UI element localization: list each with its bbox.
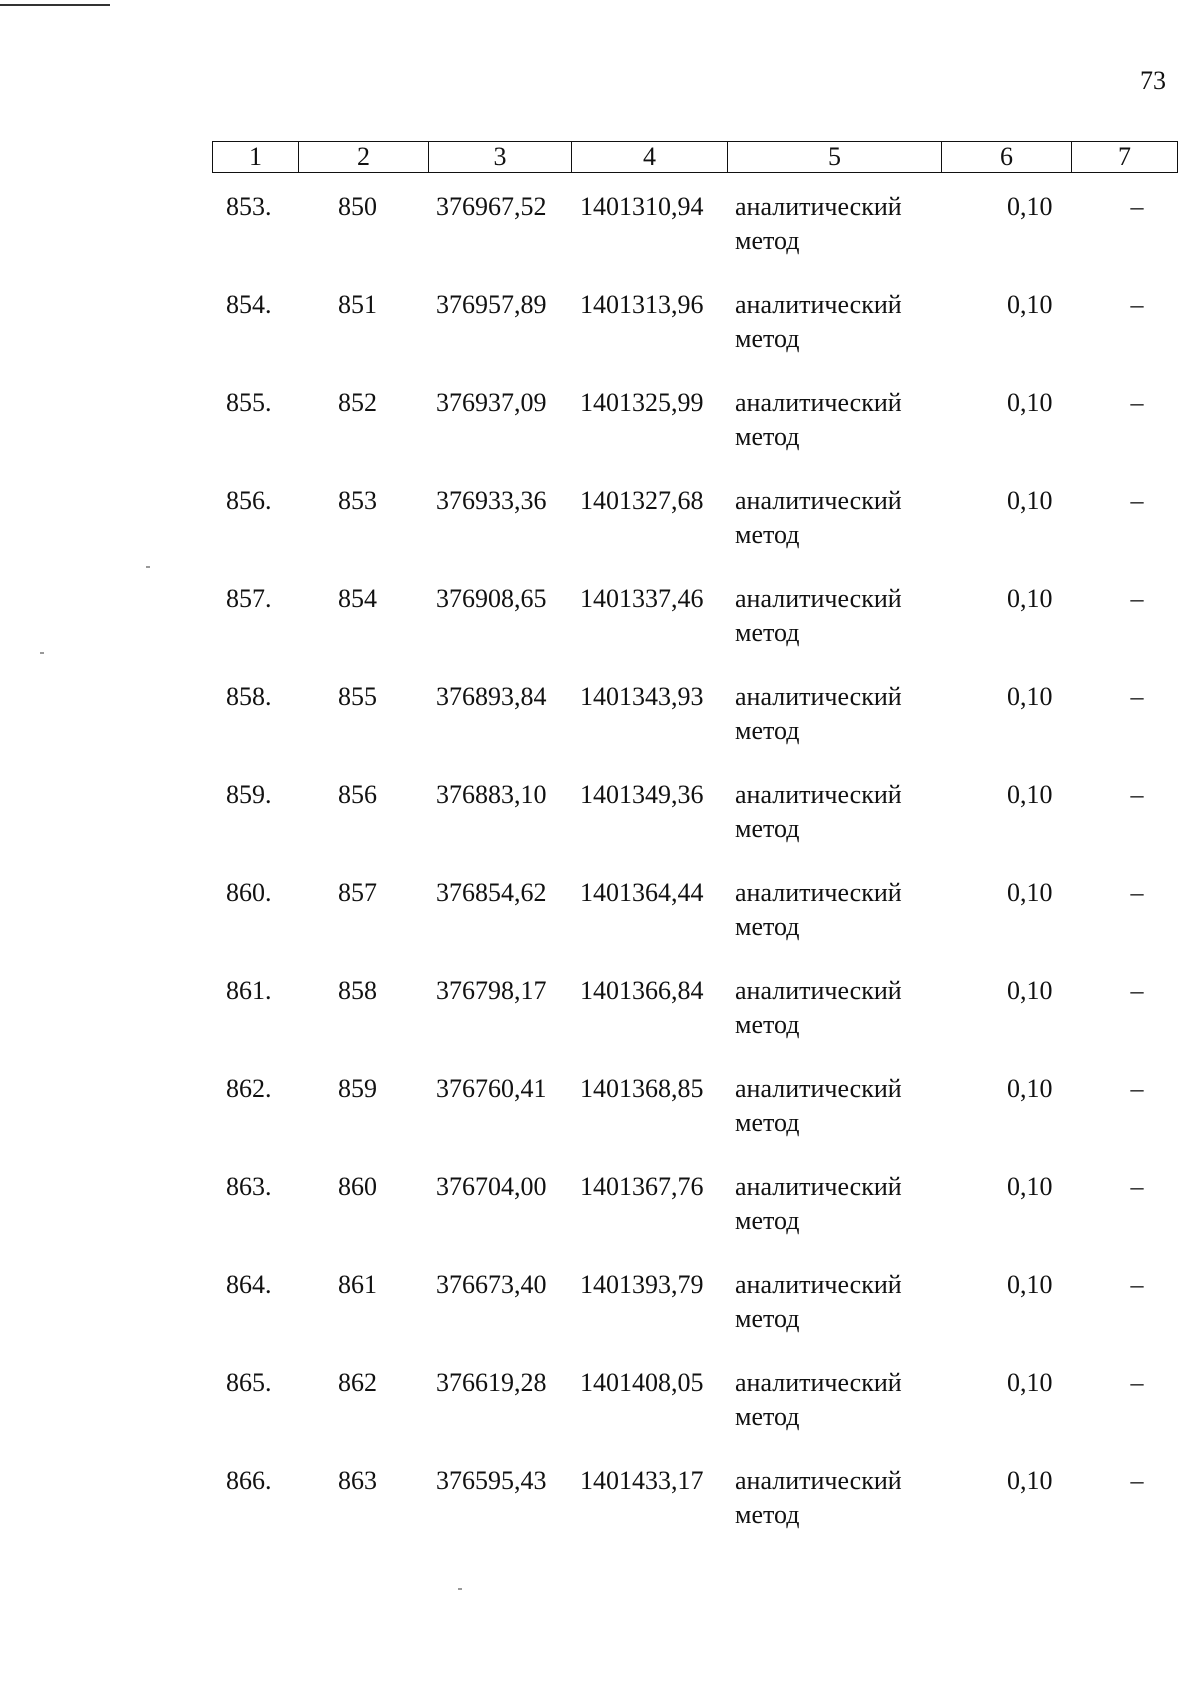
- row-number: 853.: [226, 192, 272, 221]
- method-line-1: аналитический: [735, 1466, 902, 1495]
- x-coordinate: 376595,43: [436, 1466, 547, 1495]
- table-row: [212, 680, 1177, 778]
- point-number: 850: [338, 192, 377, 221]
- note-dash: –: [1130, 1368, 1144, 1397]
- method-cell: [735, 1170, 902, 1238]
- method-line-1: аналитический: [735, 192, 902, 221]
- header-cell: 2: [299, 142, 429, 173]
- method-line-1: аналитический: [735, 878, 902, 907]
- note-dash: –: [1130, 1466, 1144, 1495]
- table-row: [212, 1464, 1177, 1562]
- header-cell: 1: [213, 142, 299, 173]
- method-line-2: метод: [735, 1304, 800, 1333]
- row-number: 866.: [226, 1466, 272, 1495]
- header-cell: 7: [1072, 142, 1178, 173]
- note-dash: –: [1130, 878, 1144, 907]
- note-dash: –: [1130, 584, 1144, 613]
- table-row: [212, 1268, 1177, 1366]
- table-row: [212, 1072, 1177, 1170]
- table-row: [212, 190, 1177, 288]
- point-number: 851: [338, 290, 377, 319]
- accuracy-value: 0,10: [1007, 878, 1053, 907]
- accuracy-value: 0,10: [1007, 1074, 1053, 1103]
- page-number: 73: [1140, 66, 1166, 95]
- row-number: 854.: [226, 290, 272, 319]
- y-coordinate: 1401327,68: [580, 486, 704, 515]
- header-cell: 3: [429, 142, 572, 173]
- method-line-2: метод: [735, 324, 800, 353]
- table-row: [212, 876, 1177, 974]
- method-line-2: метод: [735, 422, 800, 451]
- x-coordinate: 376854,62: [436, 878, 547, 907]
- header-row: [213, 142, 1178, 173]
- point-number: 855: [338, 682, 377, 711]
- x-coordinate: 376893,84: [436, 682, 547, 711]
- method-line-1: аналитический: [735, 1172, 902, 1201]
- method-cell: [735, 1072, 902, 1140]
- point-number: 857: [338, 878, 377, 907]
- method-line-1: аналитический: [735, 290, 902, 319]
- point-number: 852: [338, 388, 377, 417]
- y-coordinate: 1401366,84: [580, 976, 704, 1005]
- coordinate-table-body: [212, 190, 1177, 1562]
- accuracy-value: 0,10: [1007, 290, 1053, 319]
- point-number: 860: [338, 1172, 377, 1201]
- method-line-2: метод: [735, 1402, 800, 1431]
- method-line-1: аналитический: [735, 682, 902, 711]
- note-dash: –: [1130, 1074, 1144, 1103]
- accuracy-value: 0,10: [1007, 192, 1053, 221]
- y-coordinate: 1401433,17: [580, 1466, 704, 1495]
- x-coordinate: 376933,36: [436, 486, 547, 515]
- note-dash: –: [1130, 486, 1144, 515]
- table-row: [212, 1366, 1177, 1464]
- point-number: 854: [338, 584, 377, 613]
- y-coordinate: 1401313,96: [580, 290, 704, 319]
- table-row: [212, 1170, 1177, 1268]
- y-coordinate: 1401368,85: [580, 1074, 704, 1103]
- y-coordinate: 1401393,79: [580, 1270, 704, 1299]
- accuracy-value: 0,10: [1007, 1270, 1053, 1299]
- row-number: 862.: [226, 1074, 272, 1103]
- x-coordinate: 376760,41: [436, 1074, 547, 1103]
- x-coordinate: 376619,28: [436, 1368, 547, 1397]
- table-row: [212, 288, 1177, 386]
- x-coordinate: 376937,09: [436, 388, 547, 417]
- note-dash: –: [1130, 1172, 1144, 1201]
- point-number: 858: [338, 976, 377, 1005]
- method-line-1: аналитический: [735, 1368, 902, 1397]
- accuracy-value: 0,10: [1007, 584, 1053, 613]
- scan-speck: [40, 652, 44, 654]
- accuracy-value: 0,10: [1007, 486, 1053, 515]
- row-number: 865.: [226, 1368, 272, 1397]
- x-coordinate: 376798,17: [436, 976, 547, 1005]
- method-line-2: метод: [735, 520, 800, 549]
- method-cell: [735, 190, 902, 258]
- row-number: 855.: [226, 388, 272, 417]
- scan-speck: [458, 1588, 462, 1590]
- method-line-1: аналитический: [735, 1074, 902, 1103]
- row-number: 857.: [226, 584, 272, 613]
- method-line-2: метод: [735, 912, 800, 941]
- point-number: 863: [338, 1466, 377, 1495]
- note-dash: –: [1130, 1270, 1144, 1299]
- y-coordinate: 1401325,99: [580, 388, 704, 417]
- point-number: 861: [338, 1270, 377, 1299]
- method-cell: [735, 582, 902, 650]
- method-line-2: метод: [735, 1108, 800, 1137]
- y-coordinate: 1401337,46: [580, 584, 704, 613]
- row-number: 859.: [226, 780, 272, 809]
- method-cell: [735, 680, 902, 748]
- method-line-2: метод: [735, 618, 800, 647]
- header-cell: 6: [942, 142, 1072, 173]
- method-cell: [735, 876, 902, 944]
- method-line-1: аналитический: [735, 976, 902, 1005]
- row-number: 861.: [226, 976, 272, 1005]
- row-number: 858.: [226, 682, 272, 711]
- accuracy-value: 0,10: [1007, 388, 1053, 417]
- column-number-header: [212, 141, 1178, 173]
- method-cell: [735, 386, 902, 454]
- y-coordinate: 1401310,94: [580, 192, 704, 221]
- table-row: [212, 974, 1177, 1072]
- note-dash: –: [1130, 682, 1144, 711]
- accuracy-value: 0,10: [1007, 682, 1053, 711]
- note-dash: –: [1130, 976, 1144, 1005]
- method-cell: [735, 288, 902, 356]
- method-cell: [735, 1366, 902, 1434]
- method-cell: [735, 974, 902, 1042]
- point-number: 856: [338, 780, 377, 809]
- method-line-2: метод: [735, 814, 800, 843]
- table-row: [212, 778, 1177, 876]
- x-coordinate: 376673,40: [436, 1270, 547, 1299]
- method-line-2: метод: [735, 226, 800, 255]
- y-coordinate: 1401343,93: [580, 682, 704, 711]
- point-number: 859: [338, 1074, 377, 1103]
- y-coordinate: 1401367,76: [580, 1172, 704, 1201]
- accuracy-value: 0,10: [1007, 780, 1053, 809]
- x-coordinate: 376967,52: [436, 192, 547, 221]
- table-row: [212, 582, 1177, 680]
- accuracy-value: 0,10: [1007, 1172, 1053, 1201]
- method-line-2: метод: [735, 1206, 800, 1235]
- point-number: 862: [338, 1368, 377, 1397]
- point-number: 853: [338, 486, 377, 515]
- method-cell: [735, 778, 902, 846]
- method-cell: [735, 1268, 902, 1336]
- table-row: [212, 484, 1177, 582]
- y-coordinate: 1401408,05: [580, 1368, 704, 1397]
- y-coordinate: 1401349,36: [580, 780, 704, 809]
- note-dash: –: [1130, 290, 1144, 319]
- note-dash: –: [1130, 388, 1144, 417]
- row-number: 856.: [226, 486, 272, 515]
- note-dash: –: [1130, 192, 1144, 221]
- header-cell: 5: [728, 142, 942, 173]
- accuracy-value: 0,10: [1007, 976, 1053, 1005]
- note-dash: –: [1130, 780, 1144, 809]
- row-number: 863.: [226, 1172, 272, 1201]
- row-number: 864.: [226, 1270, 272, 1299]
- accuracy-value: 0,10: [1007, 1466, 1053, 1495]
- method-line-1: аналитический: [735, 486, 902, 515]
- method-line-2: метод: [735, 716, 800, 745]
- x-coordinate: 376704,00: [436, 1172, 547, 1201]
- header-cell: 4: [572, 142, 728, 173]
- method-line-1: аналитический: [735, 388, 902, 417]
- method-line-1: аналитический: [735, 584, 902, 613]
- x-coordinate: 376883,10: [436, 780, 547, 809]
- x-coordinate: 376908,65: [436, 584, 547, 613]
- method-cell: [735, 484, 902, 552]
- row-number: 860.: [226, 878, 272, 907]
- table-row: [212, 386, 1177, 484]
- method-line-2: метод: [735, 1500, 800, 1529]
- method-line-1: аналитический: [735, 1270, 902, 1299]
- accuracy-value: 0,10: [1007, 1368, 1053, 1397]
- y-coordinate: 1401364,44: [580, 878, 704, 907]
- method-cell: [735, 1464, 902, 1532]
- scan-speck: [146, 566, 150, 568]
- method-line-1: аналитический: [735, 780, 902, 809]
- method-line-2: метод: [735, 1010, 800, 1039]
- x-coordinate: 376957,89: [436, 290, 547, 319]
- top-rule: [0, 4, 110, 6]
